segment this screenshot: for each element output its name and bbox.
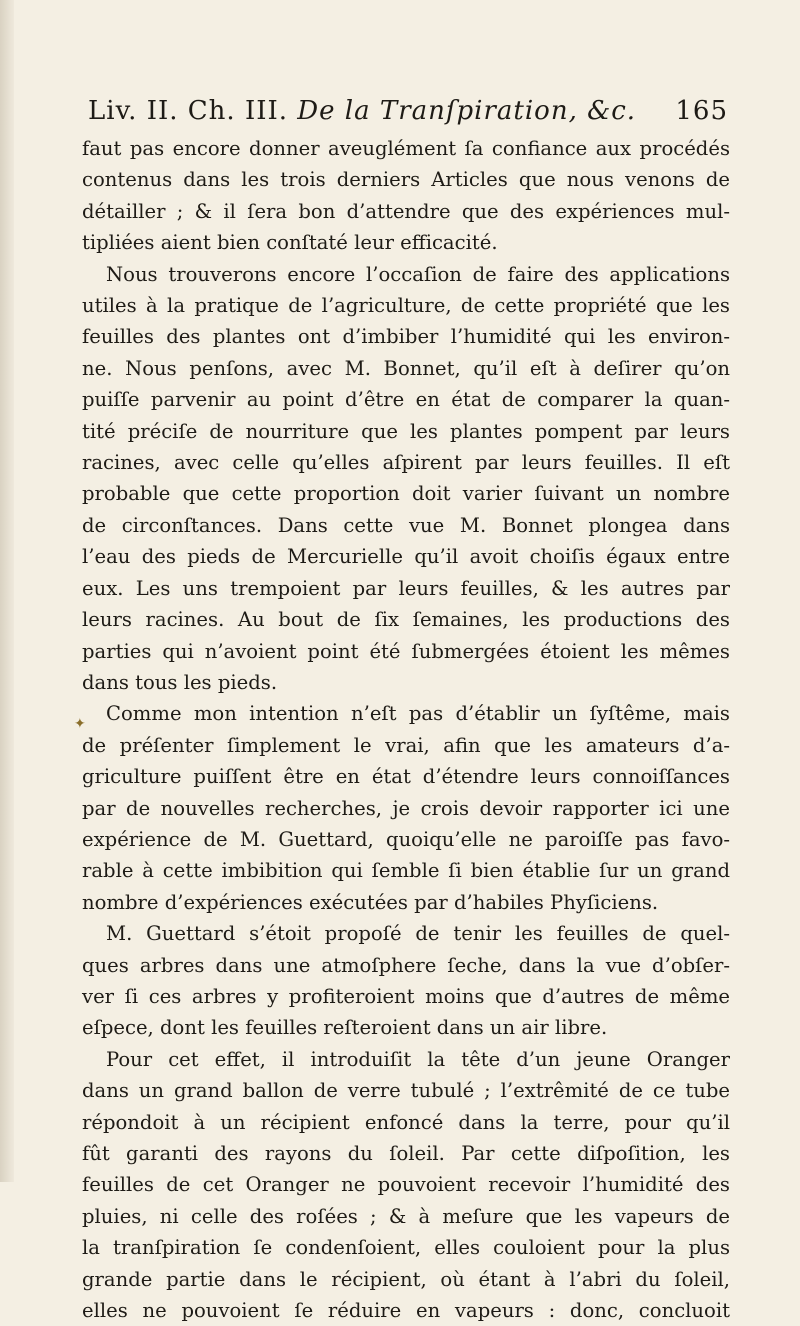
text-line: ques arbres dans une atmoſphere ſeche, dans la vue d’obſer- [82, 953, 730, 977]
text-line: contenus dans les trois derniers Articles que nous venons de [82, 168, 730, 192]
text-line: probable que cette proportion doit varier ſuivant un nombre [82, 482, 730, 506]
text-line: répondoit à un récipient enfoncé dans la terre, pour qu’il [82, 1110, 730, 1134]
text-line: Pour cet effet, il introduiſit la tête d’un jeune Oranger [106, 1047, 730, 1071]
page-edge [0, 0, 14, 1182]
text-line: Comme mon intention n’eſt pas d’établir un ſyſtême, mais [106, 702, 730, 726]
text-line: nombre d’expériences exécutées par d’habiles Phyſiciens. [82, 890, 659, 914]
text-line: détailler ; & il ſera bon d’attendre que des expériences mul- [82, 199, 730, 223]
text-line: M. Guettard s’étoit propoſé de tenir les feuilles de quel- [106, 922, 730, 946]
text-line: eſpece, dont les feuilles reſteroient dans un air libre. [82, 1016, 608, 1040]
text-line: utiles à la pratique de l’agriculture, de cette propriété que les [82, 294, 730, 318]
text-line: dans un grand ballon de verre tubulé ; l’extrêmité de ce tube [82, 1079, 730, 1103]
text-line: de circonſtances. Dans cette vue M. Bonnet plongea dans [82, 513, 730, 537]
text-line: feuilles des plantes ont d’imbiber l’humidité qui les environ- [82, 325, 730, 349]
text-line: ver ſi ces arbres y profiteroient moins que d’autres de même [82, 984, 730, 1008]
text-line: l’eau des pieds de Mercurielle qu’il avoit choiſis égaux entre [82, 545, 730, 569]
text-line: racines, avec celle qu’elles aſpirent par leurs feuilles. Il eſt [82, 451, 730, 475]
text-line: pluies, ni celle des roſées ; & à meſure que les vapeurs de [82, 1204, 730, 1228]
text-line: fût garanti des rayons du ſoleil. Par cette diſpoſition, les [82, 1142, 730, 1165]
text-line: puiſſe parvenir au point d’être en état de comparer la quan- [82, 388, 730, 412]
text-line: expérience de M. Guettard, quoiqu’elle ne paroiſſe pas favo- [82, 827, 730, 851]
text-line: ne. Nous penſons, avec M. Bonnet, qu’il eſt à deſirer qu’on [82, 356, 730, 380]
text-line: par de nouvelles recherches, je crois devoir rapporter ici une [82, 796, 730, 820]
text-line: eux. Les uns trempoient par leurs feuilles, & les autres par [82, 576, 730, 600]
running-head-title [88, 96, 636, 126]
body-text [82, 133, 730, 1326]
text-line: tipliées aient bien conſtaté leur efficacité. [82, 231, 498, 255]
text-line: feuilles de cet Oranger ne pouvoient recevoir l’humidité des [82, 1173, 730, 1197]
page-number: 165 [675, 96, 728, 126]
text-line: la tranſpiration ſe condenſoient, elles couloient pour la plus [82, 1236, 730, 1260]
text-line: de préſenter ſimplement le vrai, afin que les amateurs d’a- [82, 733, 730, 757]
chapter-title: De la Tranſpiration, &c. [297, 96, 637, 126]
text-line: dans tous les pieds. [82, 670, 278, 694]
text-line: grande partie dans le récipient, où étant à l’abri du ſoleil, [82, 1267, 730, 1291]
book-chapter: Liv. II. Ch. III. [88, 96, 289, 126]
text-line: Nous trouverons encore l’occaſion de faire des applications [106, 262, 730, 286]
text-line: elles ne pouvoient ſe réduire en vapeurs : donc, concluoit [82, 1299, 730, 1323]
text-line: tité préciſe de nourriture que les plantes pompent par leurs [82, 419, 730, 443]
text-line: rable à cette imbibition qui ſemble ſi bien établie ſur un grand [82, 859, 730, 883]
text-line: faut pas encore donner aveuglément ſa confiance aux procédés [82, 137, 730, 160]
text-line: griculture puiſſent être en état d’étendre leurs connoiſſances [82, 765, 730, 789]
text-line: leurs racines. Au bout de ſix ſemaines, les productions des [82, 608, 730, 632]
running-head [88, 96, 728, 132]
margin-mark: ✦ [74, 716, 86, 732]
text-line: parties qui n’avoient point été ſubmergées étoient les mêmes [82, 639, 730, 663]
